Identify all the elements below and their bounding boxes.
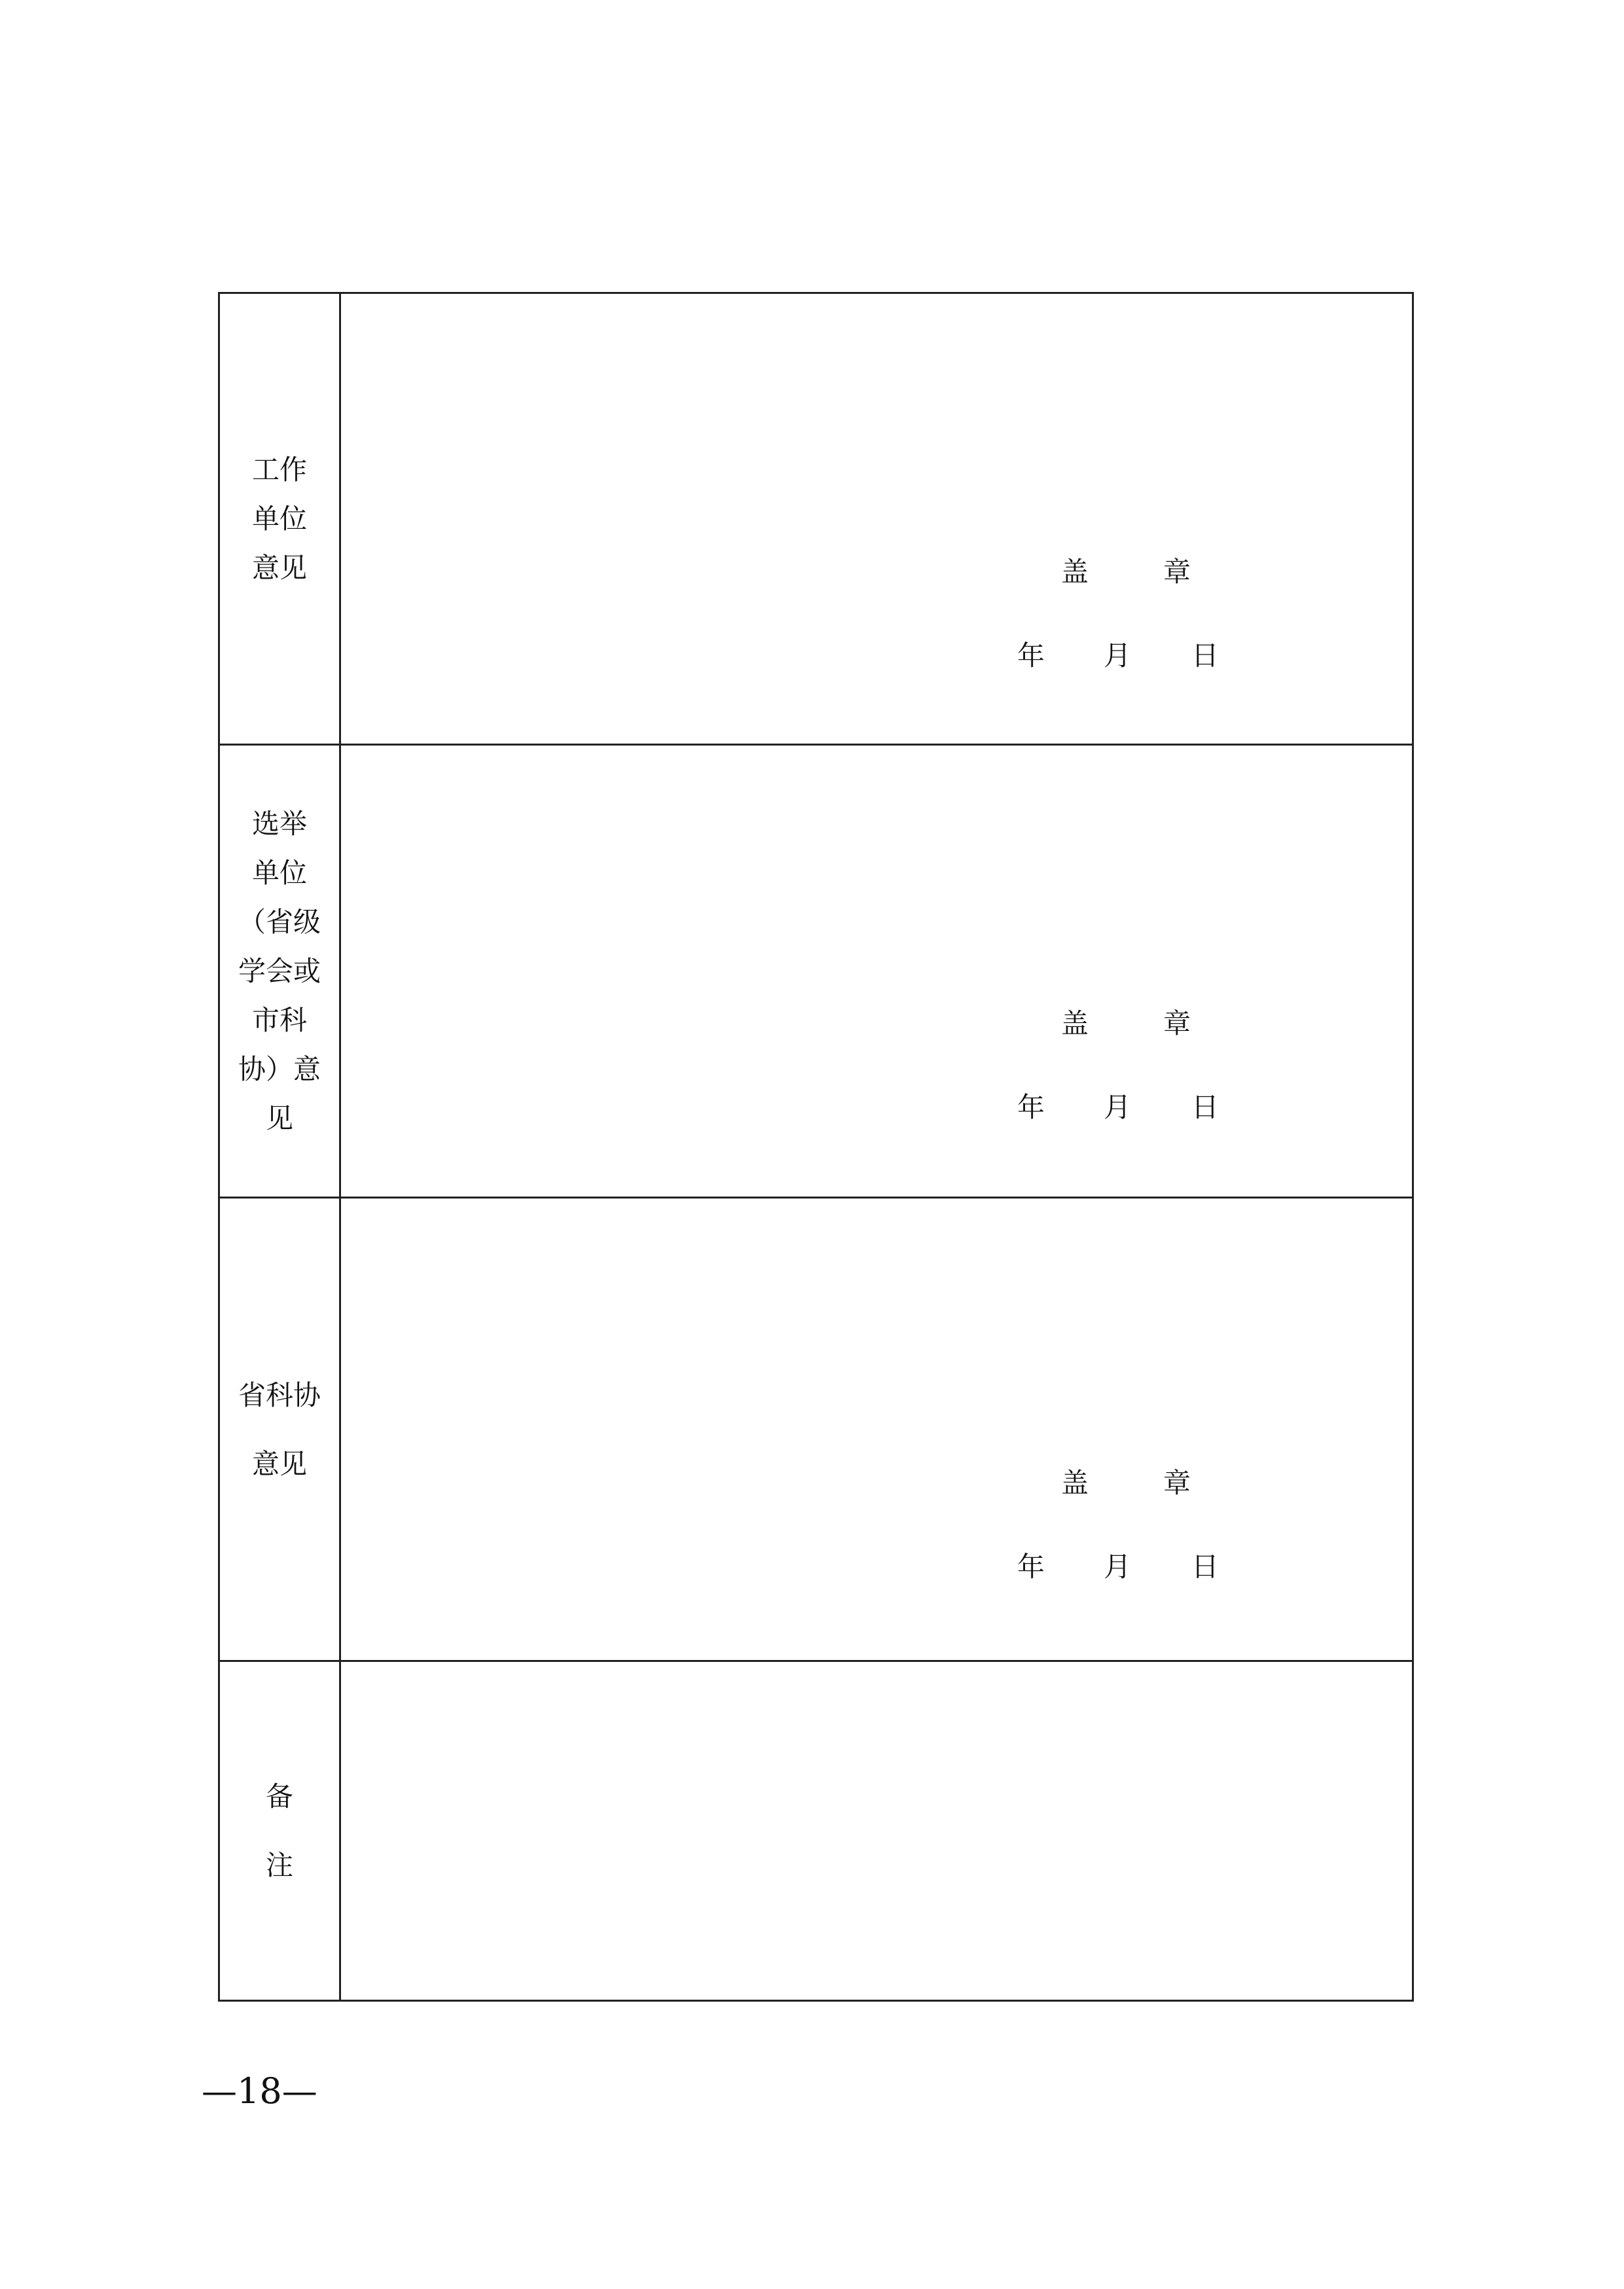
- seal-label: 章: [1163, 1007, 1191, 1039]
- seal-label: 盖: [1061, 556, 1089, 588]
- date-day-label: 日: [1191, 1551, 1219, 1583]
- remarks-field[interactable]: [341, 1662, 1412, 2000]
- row-label-line: 意见: [251, 1447, 307, 1480]
- row-label-line: 备: [265, 1780, 293, 1812]
- date-day-label: 日: [1191, 1091, 1219, 1123]
- row-label-work-unit: [220, 294, 341, 744]
- seal-label: 盖: [1061, 1467, 1089, 1499]
- approval-form-table: [218, 292, 1414, 2002]
- opinion-field[interactable]: [341, 1199, 1412, 1660]
- date-year-label: 年: [1017, 1091, 1045, 1123]
- opinion-field[interactable]: [341, 294, 1412, 744]
- seal-label: 章: [1163, 556, 1191, 588]
- date-year-label: 年: [1017, 1551, 1045, 1583]
- row-label-line: 选举: [251, 808, 307, 840]
- seal-label: 盖: [1061, 1007, 1089, 1039]
- date-month-label: 月: [1104, 640, 1132, 672]
- row-label-line: （省级: [238, 906, 321, 938]
- page-number: —18—: [202, 2070, 317, 2112]
- date-day-label: 日: [1191, 640, 1219, 672]
- opinion-field[interactable]: [341, 746, 1412, 1197]
- row-label-line: 单位: [251, 857, 307, 889]
- row-label-line: 学会或: [238, 955, 321, 987]
- row-remarks: [220, 1662, 1412, 2000]
- seal-label: 章: [1163, 1467, 1191, 1499]
- row-label-remarks: [220, 1662, 341, 2000]
- row-label-line: 见: [265, 1102, 293, 1134]
- row-provincial-association-opinion: [220, 1199, 1412, 1662]
- row-label-line: 单位: [251, 503, 307, 535]
- date-month-label: 月: [1104, 1091, 1132, 1123]
- date-year-label: 年: [1017, 640, 1045, 672]
- row-work-unit-opinion: [220, 294, 1412, 746]
- row-label-line: 注: [265, 1849, 293, 1881]
- row-label-line: 工作: [251, 454, 307, 486]
- row-label-line: 市科: [251, 1004, 307, 1036]
- row-label-provincial-association: [220, 1199, 341, 1660]
- row-label-election-unit: [220, 746, 341, 1197]
- row-label-line: 意见: [251, 552, 307, 584]
- row-election-unit-opinion: [220, 746, 1412, 1199]
- row-label-line: 省科协: [238, 1379, 321, 1411]
- date-month-label: 月: [1104, 1551, 1132, 1583]
- row-label-line: 协）意: [238, 1053, 321, 1085]
